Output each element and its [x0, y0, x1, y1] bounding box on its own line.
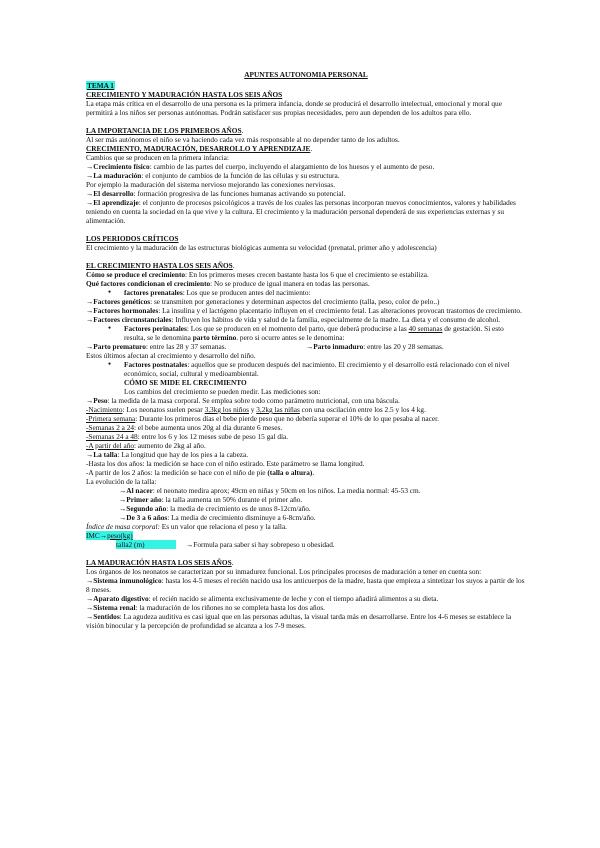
heading-crecimiento-seis: EL CRECIMIENTO HASTA LOS SEIS AÑOS — [86, 261, 233, 270]
text-a-partir-dos-anos: -A partir de los 2 años: la medición se hace con el niño de pie — [86, 468, 268, 477]
tema-label: TEMA 1 — [87, 81, 114, 90]
text-parto-inmaduro: : entre las 20 y 28 semanas. — [363, 342, 444, 351]
heading-maduracion-line: LA MADURACIÓN HASTA LOS SEIS AÑOS. — [86, 558, 234, 567]
text-perinatales-c: . pero si ocurre antes se le denomina: — [236, 333, 345, 342]
text-semanas-2-24: : el bebe aumenta unos 20g al día durante 6 meses. — [134, 423, 283, 432]
label-al-nacer: →Al nacer — [119, 486, 153, 495]
heading-como-se-mide: CÓMO SE MIDE EL CRECIMIENTO — [124, 378, 247, 387]
item-sistema-inmunologico — [86, 576, 526, 594]
imc-formula-talla: talla2 (m) — [116, 540, 176, 549]
text-segundo-ano: : la media de crecimiento es de unos 8-12cm/año. — [166, 504, 311, 513]
item-semanas-2-24 — [86, 423, 526, 432]
item-primera-semana — [86, 414, 526, 423]
text-como-se-produce: : En los primeros meses crecen bastante hasta los 6 que el crecimiento se estabiliza. — [185, 270, 429, 279]
label-sistema-renal: →Sistema renal — [86, 603, 136, 612]
paragraph-importancia: Al ser más autónomos el niño se va haciendo cada vez más responsable al no depender tanto de los adultos. — [86, 135, 400, 144]
item-imc — [86, 522, 526, 531]
paragraph-periodos: El crecimiento y la maduración de las estructuras biológicas aumenta su velocidad (prenatal, primer año y adolescencia) — [86, 243, 437, 252]
text-nacimiento-b: y — [248, 405, 257, 414]
imc-formula-denominator — [86, 540, 526, 549]
imc-formula-numerator — [86, 531, 526, 540]
label-a-partir-del-ano: -A partir del año — [86, 441, 135, 450]
item-aparato-digestivo — [86, 594, 526, 603]
label-primera-semana: -Primera semana — [86, 414, 136, 423]
label-crecimiento-fisico: →Crecimiento físico — [86, 162, 150, 171]
paragraph-evolucion: La evolución de la talla: — [86, 477, 157, 486]
label-como-se-produce: Cómo se produce el crecimiento — [86, 270, 186, 279]
text-talla-altura: (talla o altura) — [267, 468, 313, 477]
paragraph-organos: Los órganos de los neonatos se caracterizan por su inmadurez funcional. Los principales procesos de maduración a tener en cuenta son: — [86, 567, 482, 576]
label-hormonales: →Factores hormonales — [86, 306, 159, 315]
label-desarrollo: →El desarrollo — [86, 189, 134, 198]
heading-importancia: LA IMPORTANCIA DE LOS PRIMEROS AÑOS — [86, 126, 242, 135]
text-primera-semana: : Durante los primeros días el bebe pierde peso que no debería superar el 10% de lo que pesaba al nacer. — [135, 414, 439, 423]
item-maduracion — [86, 171, 526, 180]
text-nacimiento-c: con una oscilación entre los 2.5 y los 4 kg. — [299, 405, 426, 414]
heading-cmda: CRECIMIENTO, MADURACIÓN, DESARROLLO Y APRENDIZAJE — [86, 144, 311, 153]
text-primer-ano: : la talla aumenta un 50% durante el primer año. — [161, 495, 303, 504]
paragraph-mediciones: Los cambios del crecimiento se pueden medir. Las mediciones son: — [124, 387, 321, 396]
text-aprendizaje: : el conjunto de procesos psicológicos a través de los cuales las personas incorporan nuevos conocimientos, valores y habilidades teniendo en cuenta la sociedad en la que vive y la cultura. El crecimiento y la maduración personal dependerá de sus experiencias externas y su alimentación. — [86, 198, 516, 225]
text-3-a-6-anos: : La media de crecimiento disminuye a 6-8cm/año. — [167, 513, 316, 522]
label-parto-inmaduro: →Parto inmaduro — [306, 342, 364, 351]
bullet-perinatales — [86, 324, 526, 342]
document-title: APUNTES AUTONOMIA PERSONAL — [244, 70, 368, 79]
label-que-factores: Qué factores condicionan el crecimiento — [86, 279, 211, 288]
item-parto-inmaduro — [306, 342, 444, 351]
text-imc: Es un valor que relaciona el peso y la talla. — [159, 522, 288, 531]
label-circunstanciales: →Factores circunstanciales — [86, 315, 172, 324]
text-parto-termino: parto término — [192, 333, 237, 342]
paragraph-intro: La etapa más crítica en el desarrollo de una persona es la primera infancia, donde se producirá el desarrollo intelectual, emocional y moral que permitirá a los niños ser personas autónomas. Podrán satisfacer sus propias necesidades, pero aun dependen de los adultos para ello. — [86, 99, 502, 117]
item-peso — [86, 396, 526, 405]
item-primer-ano — [86, 495, 526, 504]
text-sistema-renal: : la maduración de los riñones no se completa hasta los dos años. — [135, 603, 326, 612]
label-sentidos: →Sentidos — [86, 612, 120, 621]
text-aparato-digestivo: : el recién nacido se alimenta exclusivamente de leche y con el tiempo añadirá alimentos a su dieta. — [148, 594, 439, 603]
item-nacimiento — [86, 405, 526, 414]
label-aprendizaje: →El aprendizaje — [86, 198, 139, 207]
item-como-se-produce — [86, 270, 526, 279]
text-talla: : La longitud que hay de los pies a la cabeza. — [117, 450, 249, 459]
heading-cmda-line: CRECIMIENTO, MADURACIÓN, DESARROLLO Y APRENDIZAJE. — [86, 144, 313, 153]
text-desarrollo: : formación progresiva de las funciones humanas activando su potencial. — [133, 189, 346, 198]
item-parto-prematuro — [86, 342, 306, 351]
text-postnatales: : aquellos que se producen después del nacimiento. El crecimiento y el desarrollo está relacionado con el nivel económico, social, cultural y medioambiental. — [124, 360, 510, 378]
label-talla: →La talla — [86, 450, 118, 459]
label-peso: →Peso — [86, 396, 108, 405]
text-peso-ninas: 3,2kg las niñas — [256, 405, 300, 414]
label-3-a-6-anos: →De 3 a 6 años — [119, 513, 168, 522]
item-geneticos — [86, 297, 526, 306]
label-semanas-24-48: -Semanas 24 a 48 — [86, 432, 138, 441]
label-imc: Índice de masa corporal: — [86, 522, 160, 531]
item-segundo-ano — [86, 504, 526, 513]
paragraph-ejemplo: Por ejemplo la maduración del sistema nervioso mejorando las conexiones nerviosas. — [86, 180, 336, 189]
item-talla — [86, 450, 526, 459]
label-primer-ano: →Primer año — [119, 495, 162, 504]
imc-formula-prefix: IMC→ — [86, 531, 108, 540]
text-40-semanas: 40 semanas — [408, 324, 443, 333]
paragraph-ultimos: Estos últimos afectan al crecimiento y desarrollo del niño. — [86, 351, 256, 360]
text-que-factores: : No se produce de igual manera en todas las personas. — [210, 279, 370, 288]
label-sistema-inmunologico: →Sistema inmunológico — [86, 576, 162, 585]
item-a-partir-dos-anos — [86, 468, 526, 477]
label-aparato-digestivo: →Aparato digestivo — [86, 594, 149, 603]
paragraph-cambios: Cambios que se producen en la primera infancia: — [86, 153, 229, 162]
item-3-a-6-anos — [86, 513, 526, 522]
heading-importancia-line: LA IMPORTANCIA DE LOS PRIMEROS AÑOS. — [86, 126, 244, 135]
item-circunstanciales — [86, 315, 526, 324]
text-geneticos: : se transmiten por generaciones y determinan aspectos del crecimiento (talla, peso, color de pelo..) — [150, 297, 440, 306]
text-peso: : la medida de la masa corporal. Se emplea sobre todo como parámetro nutricional, con una báscula. — [107, 396, 400, 405]
label-maduracion: →La maduración — [86, 171, 142, 180]
item-hasta-dos-anos: -Hasta los dos años: la medición se hace con el niño estirado. Este parámetro se llama longitud. — [86, 459, 365, 468]
heading-maduracion-seis: LA MADURACIÓN HASTA LOS SEIS AÑOS — [86, 558, 232, 567]
document-page — [86, 70, 526, 630]
text-circunstanciales: : Influyen los hábitos de vida y salud de la familia, especialmente de la madre. La dieta y el consumo de alcohol. — [171, 315, 501, 324]
text-sentidos: : La agudeza auditiva es casi igual que en las personas adultas, la visual tarda más en desarrollarse. Entre los 4-6 meses se establece la visión binocular y la percepción de profundidad se alcanza a los 7-9 meses. — [86, 612, 512, 630]
text-prenatales: : Los que se producen antes del nacimiento: — [182, 288, 311, 297]
item-sistema-renal — [86, 603, 526, 612]
item-semanas-24-48 — [86, 432, 526, 441]
text-hormonales: : La insulina y el lactógeno placentario influyen en el crecimiento fetal. Las alteraciones provocan trastornos de crecimiento. — [158, 306, 522, 315]
text-maduracion: : el conjunto de cambios de la función de las células y su estructura. — [141, 171, 340, 180]
text-perinatales-b: de gestación. Si esto resulta, se le denomina — [124, 324, 504, 342]
item-partos — [86, 342, 526, 351]
text-perinatales-a: : Los que se producen en el momento del parto, que deberá producirse a las — [186, 324, 409, 333]
bullet-prenatales — [86, 288, 526, 297]
label-parto-prematuro: →Parto prematuro — [86, 342, 146, 351]
item-hormonales — [86, 306, 526, 315]
text-period: . — [312, 468, 315, 477]
item-aprendizaje — [86, 198, 526, 225]
text-al-nacer: : el neonato medira aprox; 49cm en niñas y 50cm en los niños. La media normal: 45-53 cm. — [152, 486, 421, 495]
label-nacimiento: -Nacimiento — [86, 405, 123, 414]
item-al-nacer — [86, 486, 526, 495]
label-geneticos: →Factores genéticos — [86, 297, 151, 306]
label-perinatales: Factores perinatales — [124, 324, 187, 333]
label-segundo-ano: →Segundo año — [119, 504, 167, 513]
label-prenatales: factores prenatales — [124, 288, 183, 297]
heading-crecimiento-line: EL CRECIMIENTO HASTA LOS SEIS AÑOS. — [86, 261, 235, 270]
text-a-partir-del-ano: : aumento de 2kg al año. — [134, 441, 206, 450]
label-semanas-2-24: -Semanas 2 a 24 — [86, 423, 135, 432]
heading-periodos-criticos: LOS PERIODOS CRÍTICOS — [86, 234, 179, 243]
label-postnatales: Factores postnatales — [124, 360, 188, 369]
text-peso-ninos: 3,3kg los niños — [204, 405, 249, 414]
bullet-postnatales — [86, 360, 526, 378]
text-sistema-inmunologico: : hasta los 4-5 meses el recién nacido usa los anticuerpos de la madre, hasta que empieza a sintetizar los suyos a partir de los 8 meses. — [86, 576, 525, 594]
item-a-partir-del-ano — [86, 441, 526, 450]
text-parto-prematuro: : entre las 28 y 37 semanas. — [145, 342, 227, 351]
item-sentidos — [86, 612, 526, 630]
text-nacimiento-a: : Los neonatos suelen pesar — [122, 405, 205, 414]
text-semanas-24-48: : entre los 6 y los 12 meses sube de peso 15 gal día. — [137, 432, 289, 441]
imc-formula-peso: peso(kg) — [107, 531, 133, 540]
heading-crecimiento-maduracion: CRECIMIENTO Y MADURACIÓN HASTA LOS SEIS AÑOS — [86, 90, 283, 99]
text-crecimiento-fisico: : cambio de las partes del cuerpo, incluyendo el alargamiento de los huesos y el aumento de peso. — [149, 162, 435, 171]
imc-formula-note: →Formula para saber si hay sobrepeso u obesidad. — [186, 540, 335, 549]
item-desarrollo — [86, 189, 526, 198]
item-crecimiento-fisico — [86, 162, 526, 171]
item-que-factores — [86, 279, 526, 288]
